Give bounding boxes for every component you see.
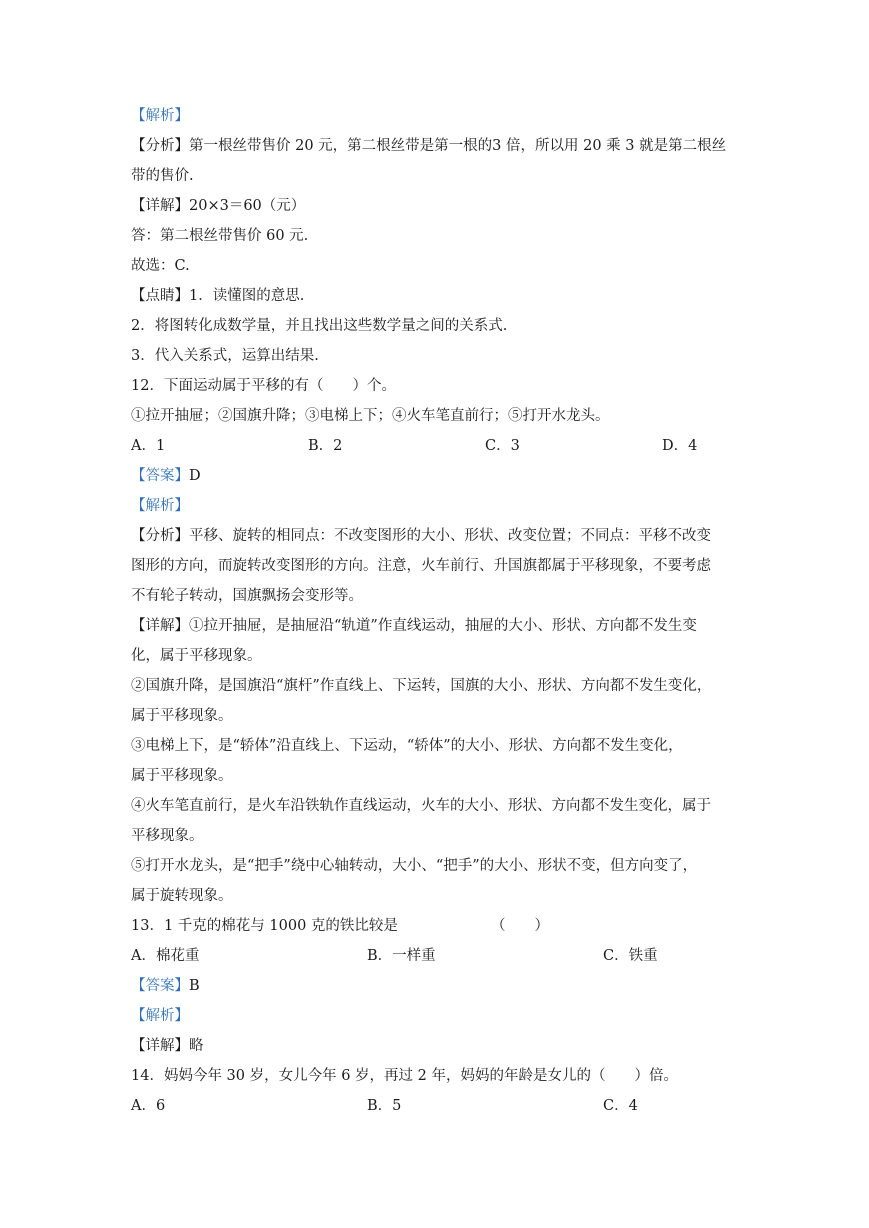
q12-stem: 12．下面运动属于平移的有（ ）个。 bbox=[131, 378, 396, 394]
q13-option-a: A．棉花重 bbox=[131, 948, 200, 964]
q12-analysis-line-3: 不有轮子转动，国旗飘扬会变形等。 bbox=[131, 588, 363, 604]
q12-detail-line-4: 属于平移现象。 bbox=[131, 708, 233, 724]
q13-answer-label: 【答案】 bbox=[131, 978, 189, 994]
q11-detail: 【详解】20×3＝60（元） bbox=[131, 198, 306, 214]
q11-comment-line-2: 2．将图转化成数学量，并且找出这些数学量之间的关系式. bbox=[131, 318, 508, 334]
q13-option-c: C．铁重 bbox=[603, 948, 658, 964]
q12-detail-line-8: 平移现象。 bbox=[131, 828, 204, 844]
q11-comment-line-3: 3．代入关系式，运算出结果. bbox=[131, 348, 319, 364]
q12-option-c: C．3 bbox=[485, 438, 520, 454]
q13-answer-value: B bbox=[189, 978, 200, 994]
q12-option-a: A．1 bbox=[131, 438, 166, 454]
q12-items: ①拉开抽屉；②国旗升降；③电梯上下；④火车笔直前行；⑤打开水龙头。 bbox=[131, 408, 610, 424]
q12-answer-label: 【答案】 bbox=[131, 468, 189, 484]
q12-detail-line-1: 【详解】①拉开抽屉，是抽屉沿“轨道”作直线运动，抽屉的大小、形状、方向都不发生变 bbox=[131, 618, 697, 634]
q14-option-c: C．4 bbox=[603, 1098, 638, 1114]
q11-analysis-line-2: 带的售价. bbox=[131, 168, 194, 184]
q13-detail: 【详解】略 bbox=[131, 1038, 204, 1054]
q12-option-b: B．2 bbox=[308, 438, 343, 454]
q11-comment-line-1: 【点睛】1．读懂图的意思. bbox=[131, 288, 305, 304]
q13-blank: （ ） bbox=[491, 918, 549, 934]
q12-detail-line-7: ④火车笔直前行，是火车沿铁轨作直线运动，火车的大小、形状、方向都不发生变化，属于 bbox=[131, 798, 711, 814]
q12-detail-line-5: ③电梯上下，是“轿体”沿直线上、下运动，“轿体”的大小、形状、方向都不发生变化， bbox=[131, 738, 683, 754]
q14-stem: 14．妈妈今年 30 岁，女儿今年 6 岁，再过 2 年，妈妈的年龄是女儿的（ ）倍。 bbox=[131, 1068, 679, 1084]
q12-detail-line-3: ②国旗升降，是国旗沿“旗杆”作直线上、下运转，国旗的大小、形状、方向都不发生变化， bbox=[131, 678, 712, 694]
q11-choice: 故选：C. bbox=[131, 258, 190, 274]
q12-option-d: D．4 bbox=[662, 438, 698, 454]
q13-stem: 13．1 千克的棉花与 1000 克的铁比较是 bbox=[131, 918, 398, 934]
q12-detail-line-10: 属于旋转现象。 bbox=[131, 888, 233, 904]
q13-jiexi-heading: 【解析】 bbox=[131, 1008, 189, 1024]
q12-answer-value: D bbox=[189, 468, 201, 484]
q12-detail-line-6: 属于平移现象。 bbox=[131, 768, 233, 784]
q12-detail-line-2: 化，属于平移现象。 bbox=[131, 648, 262, 664]
q13-stem-line bbox=[131, 916, 771, 936]
q12-answer bbox=[131, 466, 771, 486]
q12-analysis-line-1: 【分析】平移、旋转的相同点：不改变图形的大小、形状、改变位置；不同点：平移不改变 bbox=[131, 528, 711, 544]
q14-option-a: A．6 bbox=[131, 1098, 166, 1114]
q14-option-b: B．5 bbox=[367, 1098, 402, 1114]
q11-jiexi-heading: 【解析】 bbox=[131, 108, 189, 124]
q13-option-b: B．一样重 bbox=[367, 948, 436, 964]
q13-answer bbox=[131, 976, 771, 996]
q12-detail-line-9: ⑤打开水龙头，是“把手”绕中心轴转动，大小、“把手”的大小、形状不变，但方向变了， bbox=[131, 858, 698, 874]
q11-answer-sentence: 答：第二根丝带售价 60 元. bbox=[131, 228, 309, 244]
q11-analysis-line-1: 【分析】第一根丝带售价 20 元，第二根丝带是第一根的3 倍，所以用 20 乘 3 就是第二根丝 bbox=[131, 138, 727, 154]
q12-jiexi-heading: 【解析】 bbox=[131, 498, 189, 514]
q12-analysis-line-2: 图形的方向，而旋转改变图形的方向。注意，火车前行、升国旗都属于平移现象，不要考虑 bbox=[131, 558, 711, 574]
